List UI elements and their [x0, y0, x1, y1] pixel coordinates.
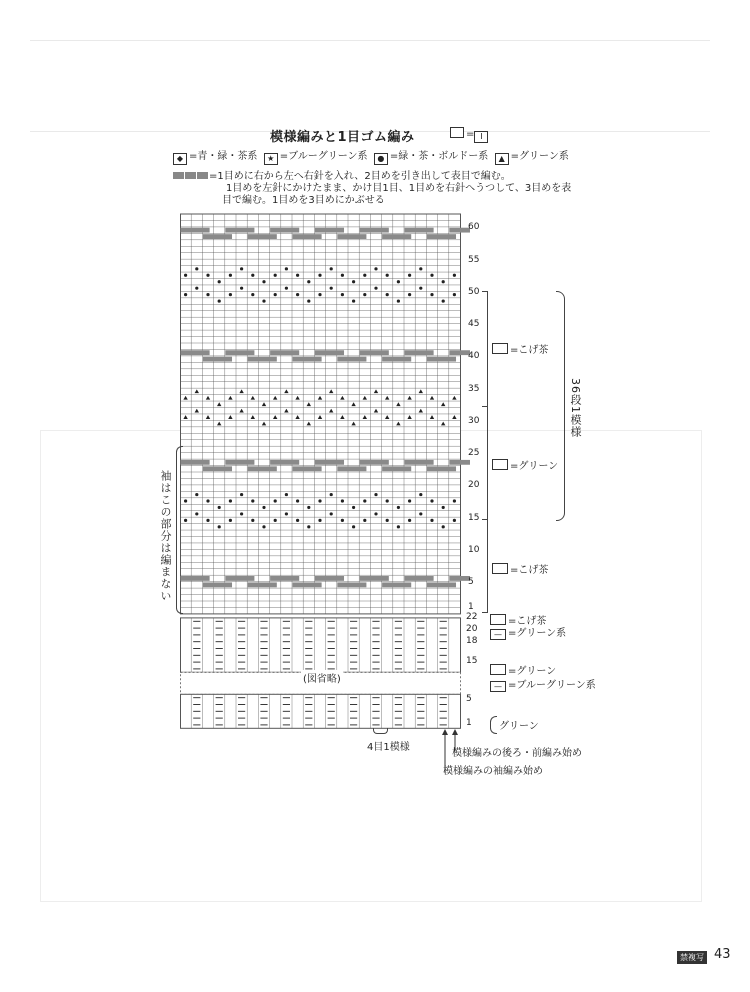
- slip-stitch-bar: [449, 576, 470, 581]
- dot-mark: [442, 525, 445, 528]
- legend-dot-text: =緑・茶・ボルドー系: [389, 151, 489, 162]
- rib-bracket-icon: [490, 716, 497, 734]
- dot-mark: [352, 525, 355, 528]
- dot-mark: [229, 274, 232, 277]
- swatch-icon: [492, 459, 508, 470]
- dot-mark: [318, 499, 321, 502]
- dot-mark: [363, 293, 366, 296]
- color-label-green1-text: =グリーン: [510, 461, 559, 472]
- slip-stitch-bar: [427, 582, 456, 587]
- slip-stitch-bar: [270, 576, 299, 581]
- dot-mark: [240, 287, 243, 290]
- slip-stitch-bar: [337, 234, 366, 239]
- color-bracket-koge1: [482, 291, 488, 407]
- slip-stitch-bar: [405, 460, 434, 465]
- dot-mark: [453, 293, 456, 296]
- row-label-10: 10: [468, 545, 480, 555]
- slip-stitch-bar: [427, 466, 456, 471]
- row-label-40: 40: [468, 351, 480, 361]
- rib-label-green-text: =グリーン系: [508, 628, 567, 639]
- slip-stitch-bar: [225, 228, 254, 233]
- slip-stitch-bar: [337, 582, 366, 587]
- page-number: 43: [714, 947, 731, 962]
- dot-mark: [206, 519, 209, 522]
- chart-title: 模様編みと1目ゴム編み: [270, 130, 415, 145]
- slip-stitch-bar: [405, 576, 434, 581]
- slip-stitch-bar: [270, 350, 299, 355]
- symbol-legend: [173, 151, 569, 165]
- dot-mark: [374, 287, 377, 290]
- rib-label-green: [490, 624, 566, 640]
- dot-mark: [218, 299, 221, 302]
- slip-stitch-bar: [248, 357, 277, 362]
- dot-mark: [184, 519, 187, 522]
- dot-mark: [262, 299, 265, 302]
- dot-mark: [307, 525, 310, 528]
- dot-mark: [341, 499, 344, 502]
- row-label-20: 20: [468, 480, 480, 490]
- rib-label-bluegreen: [490, 676, 596, 692]
- slip-stitch-bar: [270, 228, 299, 233]
- row-label-15: 15: [468, 513, 480, 523]
- rib-row-label-5: 5: [466, 694, 472, 704]
- dot-mark: [330, 267, 333, 270]
- dot-mark: [374, 512, 377, 515]
- slip-stitch-bar: [315, 350, 344, 355]
- dot-mark: [386, 499, 389, 502]
- sleeve-bracket: [176, 446, 183, 614]
- slip-stitch-bar: [405, 228, 434, 233]
- dot-mark: [386, 519, 389, 522]
- stitch-note-line3: 目で編む。1目めを3目めにかぶせる: [222, 195, 385, 206]
- dot-mark: [397, 506, 400, 509]
- dot-mark: [218, 280, 221, 283]
- row-label-1: 1: [468, 602, 474, 612]
- repeat-4-bracket: [373, 728, 388, 734]
- color-label-koge1-text: =こげ茶: [510, 345, 549, 356]
- dot-mark: [296, 293, 299, 296]
- slip-stitch-bar: [337, 357, 366, 362]
- slip-stitch-bar: [449, 350, 470, 355]
- rib-label-bottom: [490, 716, 539, 734]
- slip-stitch-icon: [173, 172, 184, 179]
- dot-icon: ●: [374, 153, 388, 165]
- dot-mark: [330, 512, 333, 515]
- slip-stitch-bar: [203, 582, 232, 587]
- dot-mark: [274, 519, 277, 522]
- dot-mark: [184, 499, 187, 502]
- stitch-note: [173, 171, 511, 183]
- slip-stitch-bar: [382, 466, 411, 471]
- dot-mark: [363, 519, 366, 522]
- stitch-note-line1: =1目めに右から左へ右針を入れ、2目めを引き出して表目で編む。: [209, 171, 511, 182]
- dot-mark: [330, 287, 333, 290]
- dot-mark: [341, 293, 344, 296]
- dot-mark: [352, 280, 355, 283]
- dot-mark: [442, 280, 445, 283]
- rib-row-label-18: 18: [466, 636, 478, 646]
- dot-mark: [296, 499, 299, 502]
- dot-mark: [251, 519, 254, 522]
- row-label-35: 35: [468, 384, 480, 394]
- dot-mark: [352, 506, 355, 509]
- dot-mark: [419, 287, 422, 290]
- rib-row-label-20: 20: [466, 624, 478, 634]
- legend-diamond-text: =青・緑・茶系: [189, 151, 258, 162]
- rib-label-koge-text: =こげ茶: [508, 616, 547, 627]
- legend-triangle-text: =グリーン系: [510, 151, 569, 162]
- dot-mark: [274, 499, 277, 502]
- color-label-koge1: [492, 341, 548, 356]
- dot-mark: [262, 506, 265, 509]
- dot-mark: [285, 267, 288, 270]
- dot-mark: [341, 519, 344, 522]
- dot-mark: [274, 293, 277, 296]
- rib-grid-frame: [181, 618, 461, 672]
- slip-stitch-bar: [360, 350, 389, 355]
- swatch-icon: [492, 563, 508, 574]
- dot-mark: [285, 512, 288, 515]
- dot-mark: [307, 506, 310, 509]
- row-label-30: 30: [468, 416, 480, 426]
- dot-mark: [430, 293, 433, 296]
- dot-mark: [397, 280, 400, 283]
- dot-mark: [397, 299, 400, 302]
- empty-cell-icon: [450, 127, 464, 138]
- rib-label-bottom-text: グリーン: [499, 721, 539, 732]
- dot-mark: [274, 274, 277, 277]
- slip-stitch-bar: [315, 228, 344, 233]
- row-label-55: 55: [468, 255, 480, 265]
- slip-stitch-icon: [197, 172, 208, 179]
- dot-mark: [374, 493, 377, 496]
- dot-mark: [453, 499, 456, 502]
- dot-mark: [229, 293, 232, 296]
- dot-mark: [285, 493, 288, 496]
- dot-mark: [240, 512, 243, 515]
- dot-mark: [386, 293, 389, 296]
- repeat-4-label: 4目1模様: [367, 742, 410, 753]
- dot-mark: [195, 267, 198, 270]
- slip-stitch-bar: [203, 466, 232, 471]
- knit-stitch-icon: I: [474, 131, 488, 143]
- title-legend-eq: =: [466, 129, 475, 140]
- rib-row-label-1: 1: [466, 718, 472, 728]
- dot-mark: [330, 493, 333, 496]
- dot-mark: [453, 519, 456, 522]
- rib-row-label-15: 15: [466, 656, 478, 666]
- dot-mark: [442, 299, 445, 302]
- slip-stitch-bar: [203, 357, 232, 362]
- dot-mark: [206, 499, 209, 502]
- dot-mark: [296, 519, 299, 522]
- slip-stitch-bar: [225, 460, 254, 465]
- purl-icon: —: [490, 629, 506, 640]
- dot-mark: [397, 525, 400, 528]
- dot-mark: [408, 499, 411, 502]
- slip-stitch-bar: [225, 576, 254, 581]
- color-bracket-green: [482, 406, 488, 520]
- row-label-5: 5: [468, 577, 474, 587]
- repeat-36-label: 36段1模様: [569, 378, 582, 438]
- dot-mark: [318, 274, 321, 277]
- dot-mark: [240, 267, 243, 270]
- dot-mark: [430, 499, 433, 502]
- slip-stitch-bar: [270, 460, 299, 465]
- dot-mark: [307, 280, 310, 283]
- dot-mark: [262, 280, 265, 283]
- stitch-note-line2: 1目めを左針にかけたまま、かけ目1目、1目めを右針へうつして、3目めを表: [226, 183, 572, 194]
- color-label-green1: [492, 457, 558, 472]
- dot-mark: [408, 293, 411, 296]
- dot-mark: [430, 519, 433, 522]
- dot-mark: [195, 287, 198, 290]
- dot-mark: [195, 512, 198, 515]
- dot-mark: [408, 274, 411, 277]
- repeat-36-bracket: [556, 291, 565, 521]
- triangle-icon: ▲: [495, 153, 509, 165]
- dot-mark: [240, 493, 243, 496]
- slip-stitch-bar: [449, 460, 470, 465]
- dot-mark: [184, 293, 187, 296]
- slip-stitch-bar: [248, 234, 277, 239]
- dot-mark: [262, 525, 265, 528]
- footer-brand: 禁複写: [677, 951, 707, 964]
- rib-label-bluegreen-text: =ブルーグリーン系: [508, 680, 596, 691]
- slip-stitch-bar: [203, 234, 232, 239]
- slip-stitch-icon: [185, 172, 196, 179]
- dot-mark: [251, 499, 254, 502]
- dot-mark: [318, 293, 321, 296]
- dot-mark: [442, 506, 445, 509]
- rib-label-green2: [490, 662, 556, 677]
- dot-mark: [218, 506, 221, 509]
- color-label-koge2-text: =こげ茶: [510, 565, 549, 576]
- dot-mark: [296, 274, 299, 277]
- slip-stitch-bar: [360, 460, 389, 465]
- title-legend: [450, 127, 490, 143]
- slip-stitch-bar: [315, 576, 344, 581]
- purl-icon: —: [490, 681, 506, 692]
- dot-mark: [341, 274, 344, 277]
- dot-mark: [363, 274, 366, 277]
- slip-stitch-bar: [360, 228, 389, 233]
- dot-mark: [307, 299, 310, 302]
- dot-mark: [229, 519, 232, 522]
- sleeve-note: 袖はこの部分は編まない: [159, 470, 172, 602]
- slip-stitch-bar: [181, 460, 210, 465]
- slip-stitch-bar: [293, 357, 322, 362]
- dot-mark: [374, 267, 377, 270]
- dot-mark: [453, 274, 456, 277]
- dot-mark: [195, 493, 198, 496]
- omitted-label: (図省略): [301, 670, 343, 685]
- dot-mark: [408, 519, 411, 522]
- rib-row-label-22: 22: [466, 612, 478, 622]
- slip-stitch-bar: [181, 576, 210, 581]
- legend-star-text: =ブルーグリーン系: [279, 151, 368, 162]
- slip-stitch-bar: [382, 357, 411, 362]
- row-label-25: 25: [468, 448, 480, 458]
- dot-mark: [363, 499, 366, 502]
- dot-mark: [419, 267, 422, 270]
- dot-mark: [206, 274, 209, 277]
- dot-mark: [352, 299, 355, 302]
- color-label-koge2: [492, 561, 548, 576]
- color-bracket-koge2: [482, 519, 488, 613]
- slip-stitch-bar: [427, 357, 456, 362]
- swatch-icon: [490, 664, 506, 675]
- row-label-50: 50: [468, 287, 480, 297]
- slip-stitch-bar: [337, 466, 366, 471]
- bleed-through-background: [30, 40, 710, 132]
- slip-stitch-bar: [449, 228, 470, 233]
- start-body-label: 模様編みの後ろ・前編み始め: [452, 748, 582, 759]
- slip-stitch-bar: [360, 576, 389, 581]
- start-sleeve-label: 模様編みの袖編み始め: [443, 766, 543, 777]
- dot-mark: [318, 519, 321, 522]
- dot-mark: [251, 293, 254, 296]
- dot-mark: [206, 293, 209, 296]
- swatch-icon: [492, 343, 508, 354]
- dot-mark: [285, 287, 288, 290]
- slip-stitch-bar: [293, 466, 322, 471]
- slip-stitch-bar: [293, 234, 322, 239]
- knitting-chart: [180, 210, 470, 730]
- slip-stitch-bar: [225, 350, 254, 355]
- dot-mark: [430, 274, 433, 277]
- dot-mark: [386, 274, 389, 277]
- slip-stitch-bar: [181, 228, 210, 233]
- dot-mark: [218, 525, 221, 528]
- slip-stitch-bar: [315, 460, 344, 465]
- dot-mark: [419, 512, 422, 515]
- slip-stitch-bar: [248, 582, 277, 587]
- diamond-icon: ◆: [173, 153, 187, 165]
- row-label-60: 60: [468, 222, 480, 232]
- dot-mark: [184, 274, 187, 277]
- dot-mark: [251, 274, 254, 277]
- slip-stitch-bar: [181, 350, 210, 355]
- star-icon: ★: [264, 153, 278, 165]
- slip-stitch-bar: [427, 234, 456, 239]
- slip-stitch-bar: [248, 466, 277, 471]
- slip-stitch-bar: [382, 582, 411, 587]
- row-label-45: 45: [468, 319, 480, 329]
- slip-stitch-bar: [293, 582, 322, 587]
- slip-stitch-bar: [405, 350, 434, 355]
- dot-mark: [229, 499, 232, 502]
- dot-mark: [419, 493, 422, 496]
- slip-stitch-bar: [382, 234, 411, 239]
- rib-label-green2-text: =グリーン: [508, 666, 557, 677]
